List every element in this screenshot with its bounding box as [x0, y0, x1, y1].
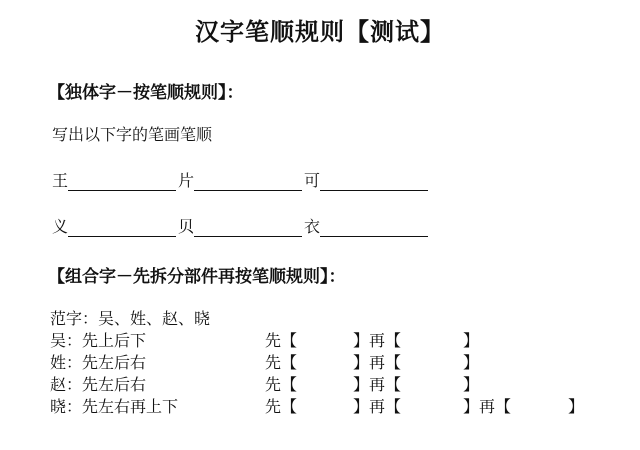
row-label: 姓：先左后右	[50, 353, 147, 372]
close-bracket: 】	[568, 397, 585, 416]
char-yi: 义	[52, 217, 69, 236]
row-label: 晓：先左右再上下	[50, 397, 179, 416]
answer-blank-yi[interactable]	[68, 218, 176, 237]
char-wang: 王	[52, 171, 69, 190]
example-characters: 范字：吴、姓、赵、晓	[50, 309, 211, 328]
section1-heading: 【独体字－按笔顺规则】：	[48, 83, 244, 103]
char-pian: 片	[178, 171, 195, 190]
char-bei: 贝	[178, 217, 195, 236]
answer-blank-pian[interactable]	[194, 172, 302, 191]
char-row-1	[52, 168, 430, 191]
char-row-2	[52, 214, 430, 237]
page-title: 汉字笔顺规则【测试】	[195, 17, 445, 46]
second-part-bracket: 】再【	[353, 397, 402, 416]
close-bracket: 】	[463, 375, 480, 394]
table-row	[50, 396, 630, 418]
answer-blank-wang[interactable]	[68, 172, 176, 191]
first-part-bracket: 先【	[265, 331, 298, 350]
table-row	[50, 352, 630, 374]
section1-instruction: 写出以下字的笔画笔顺	[52, 125, 213, 144]
second-part-bracket: 】再【	[353, 375, 402, 394]
table-row	[50, 330, 630, 352]
row-label: 赵：先左后右	[50, 375, 147, 394]
close-bracket: 】	[463, 353, 480, 372]
second-part-bracket: 】再【	[353, 331, 402, 350]
first-part-bracket: 先【	[265, 397, 298, 416]
answer-blank-bei[interactable]	[194, 218, 302, 237]
char-yi2: 衣	[304, 217, 321, 236]
close-bracket: 】	[463, 331, 480, 350]
third-part-bracket: 】再【	[463, 397, 512, 416]
composition-table	[50, 330, 630, 420]
char-ke: 可	[304, 171, 321, 190]
answer-blank-yi2[interactable]	[320, 218, 428, 237]
second-part-bracket: 】再【	[353, 353, 402, 372]
row-label: 吴：先上后下	[50, 331, 147, 350]
first-part-bracket: 先【	[265, 375, 298, 394]
answer-blank-ke[interactable]	[320, 172, 428, 191]
section2-heading: 【组合字－先拆分部件再按笔顺规则】：	[48, 267, 346, 287]
table-row	[50, 374, 630, 396]
first-part-bracket: 先【	[265, 353, 298, 372]
